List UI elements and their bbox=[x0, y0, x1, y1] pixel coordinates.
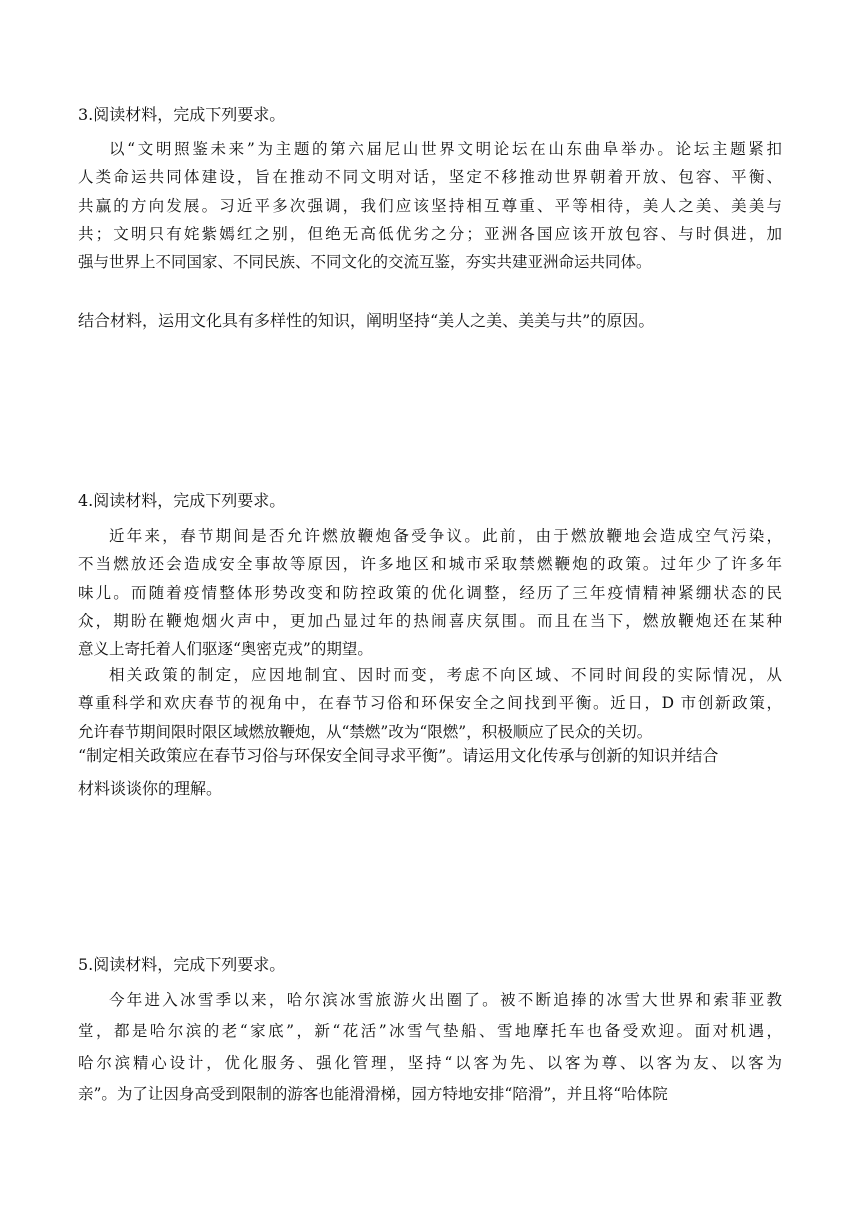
question-prompt bbox=[78, 304, 798, 337]
paragraph-line: 堂，都是哈尔滨的老“家底”，新“花活”冰雪气垫船、雪地摩托车也备受欢迎。面对机遇， bbox=[78, 1022, 782, 1041]
prompt-line: 材料谈谈你的理解。 bbox=[78, 779, 223, 798]
paragraph-line: 强与世界上不同国家、不同民族、不同文化的交流互鉴，夯实共建亚洲命运共同体。 bbox=[78, 253, 652, 272]
question-prompt bbox=[78, 739, 798, 805]
paragraph-line: 众，期盼在鞭炮烟火声中，更加凸显过年的热闹喜庆氛围。而且在当下，燃放鞭炮还在某种 bbox=[78, 611, 782, 630]
paragraph-line: 味儿。而随着疫情整体形势改变和防控政策的优化调整，经历了三年疫情精神紧绷状态的民 bbox=[78, 583, 782, 602]
paragraph-line: 意义上寄托着人们驱逐“奥密克戎”的期望。 bbox=[78, 640, 373, 659]
prompt-line: “制定相关政策应在春节习俗与环保安全间寻求平衡”。请运用文化传承与创新的知识并结合 bbox=[78, 746, 719, 765]
paragraph-line: 尊重科学和欢庆春节的视角中，在春节习俗和环保安全之间找到平衡。近日，D 市创新政策， bbox=[78, 694, 782, 713]
material-paragraph bbox=[78, 661, 782, 746]
question-heading: 5.阅读材料，完成下列要求。 bbox=[78, 955, 286, 974]
prompt-line: 结合材料，运用文化具有多样性的知识，阐明坚持“美人之美、美美与共”的原因。 bbox=[78, 311, 655, 330]
paragraph-line: 共；文明只有姹紫嫣红之别，但绝无高低优劣之分；亚洲各国应该开放包容、与时俱进，加 bbox=[78, 224, 782, 243]
paragraph-line: 共赢的方向发展。习近平多次强调，我们应该坚持相互尊重、平等相待，美人之美、美美与 bbox=[78, 196, 782, 215]
material-paragraph bbox=[78, 135, 782, 276]
paragraph-line: 人类命运共同体建设，旨在推动不同文明对话，坚定不移推动世界朝着开放、包容、平衡、 bbox=[78, 168, 782, 187]
paragraph-line: 亲”。为了让因身高受到限制的游客也能滑滑梯，园方特地安排“陪滑”，并且将“哈体院 bbox=[78, 1084, 668, 1103]
paragraph-line: 今年进入冰雪季以来，哈尔滨冰雪旅游火出圈了。被不断追捧的冰雪大世界和索菲亚教 bbox=[109, 991, 782, 1009]
question-heading: 4.阅读材料，完成下列要求。 bbox=[78, 491, 286, 510]
paragraph-line: 近年来，春节期间是否允许燃放鞭炮备受争议。此前，由于燃放鞭地会造成空气污染， bbox=[109, 527, 782, 545]
paragraph-line: 相关政策的制定，应因地制宜、因时而变，考虑不向区域、不同时间段的实际情况，从 bbox=[109, 666, 782, 684]
material-paragraph bbox=[78, 985, 782, 1110]
material-paragraph bbox=[78, 522, 782, 663]
paragraph-line: 允许春节期间限时限区域燃放鞭炮，从“禁燃”改为“限燃”，积极顺应了民众的关切。 bbox=[78, 722, 653, 741]
question-heading: 3.阅读材料，完成下列要求。 bbox=[78, 105, 286, 124]
paragraph-line: 以“文明照鉴未来”为主题的第六届尼山世界文明论坛在山东曲阜举办。论坛主题紧扣 bbox=[109, 140, 782, 158]
paragraph-line: 哈尔滨精心设计，优化服务、强化管理，坚持“以客为先、以客为尊、以客为友、以客为 bbox=[78, 1053, 782, 1072]
paragraph-line: 不当燃放还会造成安全事故等原因，许多地区和城市采取禁燃鞭炮的政策。过年少了许多年 bbox=[78, 555, 782, 574]
